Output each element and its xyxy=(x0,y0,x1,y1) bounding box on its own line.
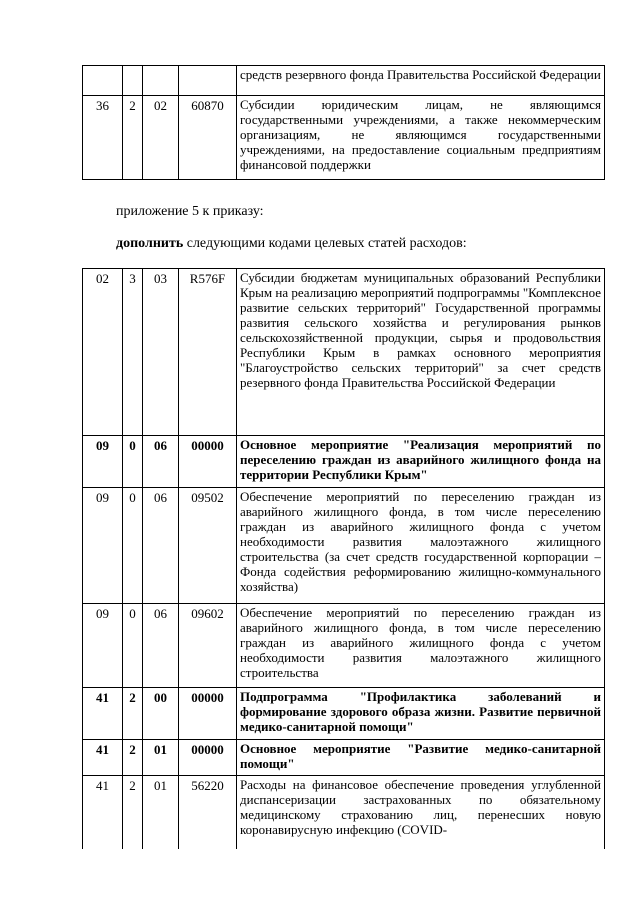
code-program: 41 xyxy=(83,688,123,740)
code-event: 06 xyxy=(143,604,179,688)
table-row xyxy=(83,488,605,604)
code-program: 41 xyxy=(83,776,123,849)
code-direction: R576F xyxy=(179,269,237,436)
code-direction: 00000 xyxy=(179,688,237,740)
supplement-paragraph xyxy=(116,236,467,252)
top-codes-table xyxy=(82,65,605,180)
table-row xyxy=(83,688,605,740)
code-direction: 00000 xyxy=(179,740,237,776)
code-direction: 09502 xyxy=(179,488,237,604)
code-program: 41 xyxy=(83,740,123,776)
row-description: средств резервного фонда Правительства Российской Федерации xyxy=(237,66,605,96)
table-row xyxy=(83,776,605,849)
code-subprogram: 2 xyxy=(123,96,143,180)
supplement-text: следующими кодами целевых статей расходов: xyxy=(183,236,467,251)
appendix-paragraph: приложение 5 к приказу: xyxy=(116,204,264,219)
row-description: Субсидии юридическим лицам, не являющимся государственными учреждениями, а также некоммерческим организациям, не являющимся государственными учреждениями, на предоставление социальным предприятиям финансовой поддержки xyxy=(237,96,605,180)
row-description: Обеспечение мероприятий по переселению граждан из аварийного жилищного фонда, в том числе переселению граждан из аварийного жилищного фонда с учетом необходимости развития малоэтажного жилищного строительства (за счет средств государственной корпорации – Фонда содействия реформированию жилищно-коммунального хозяйства) xyxy=(237,488,605,604)
code-event: 06 xyxy=(143,436,179,488)
table-row xyxy=(83,96,605,180)
code-event: 01 xyxy=(143,740,179,776)
code-event: 03 xyxy=(143,269,179,436)
row-description: Субсидии бюджетам муниципальных образований Республики Крым на реализацию мероприятий подпрограммы "Комплексное развитие сельских территорий" Государственной программы развития сельского хозяйства и регулирования рынков сельскохозяйственной продукции, сырья и продовольствия Республики Крым в рамках основного мероприятия "Благоустройство сельских территорий" за счет средств резервного фонда Правительства Российской Федерации xyxy=(237,269,605,436)
code-event: 02 xyxy=(143,96,179,180)
code-subprogram: 0 xyxy=(123,436,143,488)
row-description: Подпрограмма "Профилактика заболеваний и формирование здорового образа жизни. Развитие первичной медико-санитарной помощи" xyxy=(237,688,605,740)
table-row xyxy=(83,66,605,96)
code-event xyxy=(143,66,179,96)
code-subprogram: 3 xyxy=(123,269,143,436)
row-description: Расходы на финансовое обеспечение проведения углубленной диспансеризации застрахованных по обязательному медицинскому страхованию лиц, перенесших новую коронавирусную инфекцию (COVID- xyxy=(237,776,605,849)
code-direction: 09602 xyxy=(179,604,237,688)
code-program: 09 xyxy=(83,436,123,488)
code-subprogram xyxy=(123,66,143,96)
code-subprogram: 2 xyxy=(123,740,143,776)
code-subprogram: 0 xyxy=(123,488,143,604)
code-program: 09 xyxy=(83,604,123,688)
code-direction: 56220 xyxy=(179,776,237,849)
code-program: 09 xyxy=(83,488,123,604)
row-description: Обеспечение мероприятий по переселению граждан из аварийного жилищного фонда, в том числе переселению граждан из аварийного жилищного фонда с учетом необходимости развития малоэтажного жилищного строительства xyxy=(237,604,605,688)
code-subprogram: 2 xyxy=(123,688,143,740)
table-row xyxy=(83,269,605,436)
table-row xyxy=(83,604,605,688)
code-program xyxy=(83,66,123,96)
row-description: Основное мероприятие "Реализация мероприятий по переселению граждан из аварийного жилищного фонда на территории Республики Крым" xyxy=(237,436,605,488)
code-event: 06 xyxy=(143,488,179,604)
code-direction: 00000 xyxy=(179,436,237,488)
code-subprogram: 2 xyxy=(123,776,143,849)
code-event: 00 xyxy=(143,688,179,740)
code-subprogram: 0 xyxy=(123,604,143,688)
code-program: 36 xyxy=(83,96,123,180)
main-codes-table xyxy=(82,268,605,849)
code-program: 02 xyxy=(83,269,123,436)
table-row xyxy=(83,436,605,488)
code-direction xyxy=(179,66,237,96)
row-description: Основное мероприятие "Развитие медико-санитарной помощи" xyxy=(237,740,605,776)
code-event: 01 xyxy=(143,776,179,849)
supplement-keyword: дополнить xyxy=(116,236,184,251)
table-row xyxy=(83,740,605,776)
code-direction: 60870 xyxy=(179,96,237,180)
